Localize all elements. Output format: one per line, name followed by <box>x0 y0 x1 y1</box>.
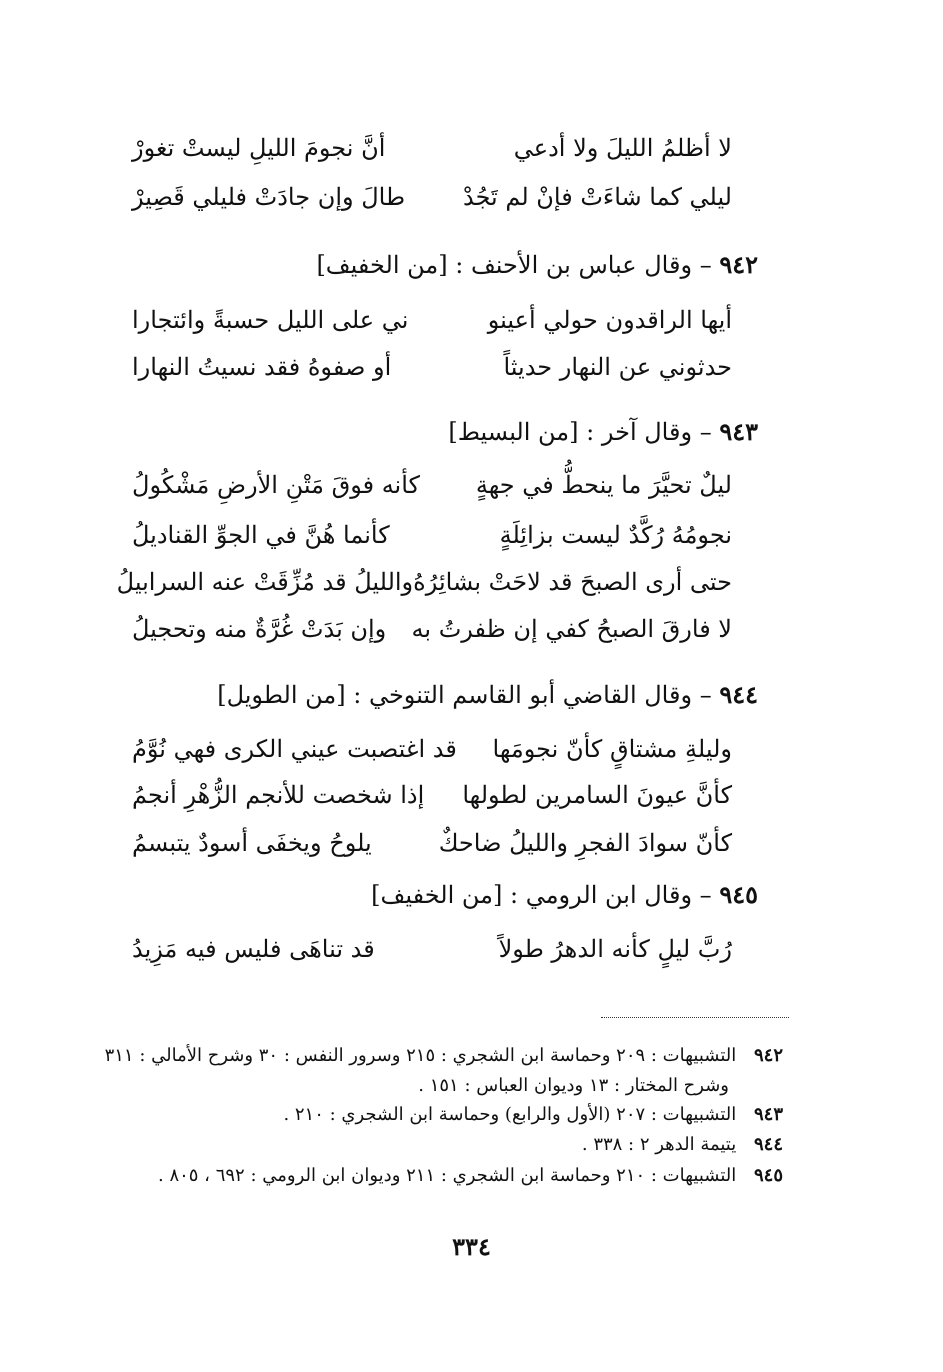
section-number: ٩٤٥ <box>719 880 758 909</box>
footnote-944 <box>582 1132 783 1158</box>
verse-line <box>116 565 732 599</box>
verse-second-hemistich: إذا شخصت للأنجم الزُّهْرِ أنجمُ <box>132 781 425 809</box>
footnote-942-continued <box>418 1073 729 1099</box>
verse-line <box>132 468 732 502</box>
verse-second-hemistich: قد تناهَى فليس فيه مَزِيدُ <box>132 935 375 963</box>
verse-first-hemistich: أيها الراقدون حولي أعينو <box>487 306 732 334</box>
verse-first-hemistich: لا فارقَ الصبحُ كفي إن ظفرتُ به <box>411 615 732 643</box>
verse-line <box>132 932 732 966</box>
verse-first-hemistich: وليلةِ مشتاقٍ كأنّ نجومَها <box>492 735 732 763</box>
verse-second-hemistich: يلوحُ ويخفَى أسودٌ يتبسمُ <box>132 829 372 857</box>
verse-first-hemistich: رُبَّ ليلٍ كأنه الدهرُ طولاً <box>498 935 732 963</box>
verse-second-hemistich: كأنه فوقَ مَتْنِ الأرضِ مَشْكُولُ <box>132 471 420 499</box>
section-number: ٩٤٤ <box>719 680 758 709</box>
footnote-943 <box>283 1102 783 1128</box>
footnote-945 <box>158 1163 783 1189</box>
section-heading-text: – وقال آخر : [من البسيط] <box>448 418 712 446</box>
verse-first-hemistich: نجومُهُ رُكَّدٌ ليست بزائِلَةٍ <box>499 521 732 549</box>
verse-line <box>132 180 732 214</box>
footnote-text: التشبيهات : ٢١٠ وحماسة ابن الشجري : ٢١١ وديوان ابن الرومي : ٦٩٢ ، ٨٠٥ . <box>157 1165 737 1186</box>
section-heading-943 <box>448 415 758 449</box>
footnote-942 <box>105 1043 783 1069</box>
footnote-number: ٩٤٢ <box>753 1045 783 1066</box>
footnote-number: ٩٤٣ <box>753 1104 783 1125</box>
verse-line <box>132 518 732 552</box>
section-number: ٩٤٢ <box>719 250 758 279</box>
footnote-text: التشبيهات : ٢٠٧ (الأول والرابع) وحماسة ابن الشجري : ٢١٠ . <box>283 1104 737 1125</box>
verse-first-hemistich: كأنّ سوادَ الفجرِ والليلُ ضاحكٌ <box>438 829 732 857</box>
verse-line <box>132 778 732 812</box>
verse-second-hemistich: أو صفوهُ فقد نسيتُ النهارا <box>132 353 392 381</box>
verse-first-hemistich: حدثوني عن النهار حديثاً <box>503 353 732 381</box>
footnote-separator <box>601 1017 789 1018</box>
verse-first-hemistich: كأنَّ عيونَ السامرين لطولها <box>462 781 732 809</box>
verse-line <box>132 303 732 337</box>
verse-second-hemistich: أنَّ نجومَ الليلِ ليستْ تغورْ <box>132 134 386 162</box>
verse-line <box>132 350 732 384</box>
verse-line <box>132 131 732 165</box>
section-heading-944 <box>217 678 758 712</box>
footnote-text: يتيمة الدهر ٢ : ٣٣٨ . <box>581 1134 737 1155</box>
section-number: ٩٤٣ <box>719 417 758 446</box>
verse-second-hemistich: ني على الليل حسبةً وائتجارا <box>132 306 409 334</box>
footnote-text: وشرح المختار : ١٣ وديوان العباس : ١٥١ . <box>418 1075 729 1096</box>
verse-line <box>132 826 732 860</box>
verse-first-hemistich: حتى أرى الصبحَ قد لاحَتْ بشائِرُهُ <box>413 568 732 596</box>
verse-line <box>132 732 732 766</box>
verse-second-hemistich: كأنما هُنَّ في الجوِّ القناديلُ <box>132 521 390 549</box>
footnote-number: ٩٤٥ <box>753 1165 783 1186</box>
verse-first-hemistich: لا أظلمُ الليلَ ولا أدعي <box>513 134 732 162</box>
footnote-number: ٩٤٤ <box>753 1134 783 1155</box>
verse-second-hemistich: طالَ وإن جادَتْ فليلي قَصِيرْ <box>132 183 406 211</box>
verse-second-hemistich: قد اغتصبت عيني الكرى فهي نُوَّمُ <box>132 735 457 763</box>
verse-second-hemistich: وإن بَدَتْ غُرَّةٌ منه وتحجيلُ <box>132 615 387 643</box>
verse-line <box>132 612 732 646</box>
section-heading-text: – وقال القاضي أبو القاسم التنوخي : [من الطويل] <box>217 681 712 709</box>
section-heading-942 <box>316 248 758 282</box>
section-heading-text: – وقال عباس بن الأحنف : [من الخفيف] <box>316 251 712 279</box>
footnote-text: التشبيهات : ٢٠٩ وحماسة ابن الشجري : ٢١٥ وسرور النفس : ٣٠ وشرح الأمالي : ٣١١ <box>104 1045 737 1066</box>
section-heading-945 <box>371 878 758 912</box>
page-number: ٣٣٤ <box>452 1232 491 1261</box>
verse-second-hemistich: والليلُ قد مُزِّقَتْ عنه السرابيلُ <box>116 568 414 596</box>
verse-first-hemistich: ليلٌ تحيَّرَ ما ينحطُّ في جهةٍ <box>475 471 732 499</box>
section-heading-text: – وقال ابن الرومي : [من الخفيف] <box>371 881 712 909</box>
verse-first-hemistich: ليلي كما شاءَتْ فإنْ لم تَجُدْ <box>462 183 732 211</box>
